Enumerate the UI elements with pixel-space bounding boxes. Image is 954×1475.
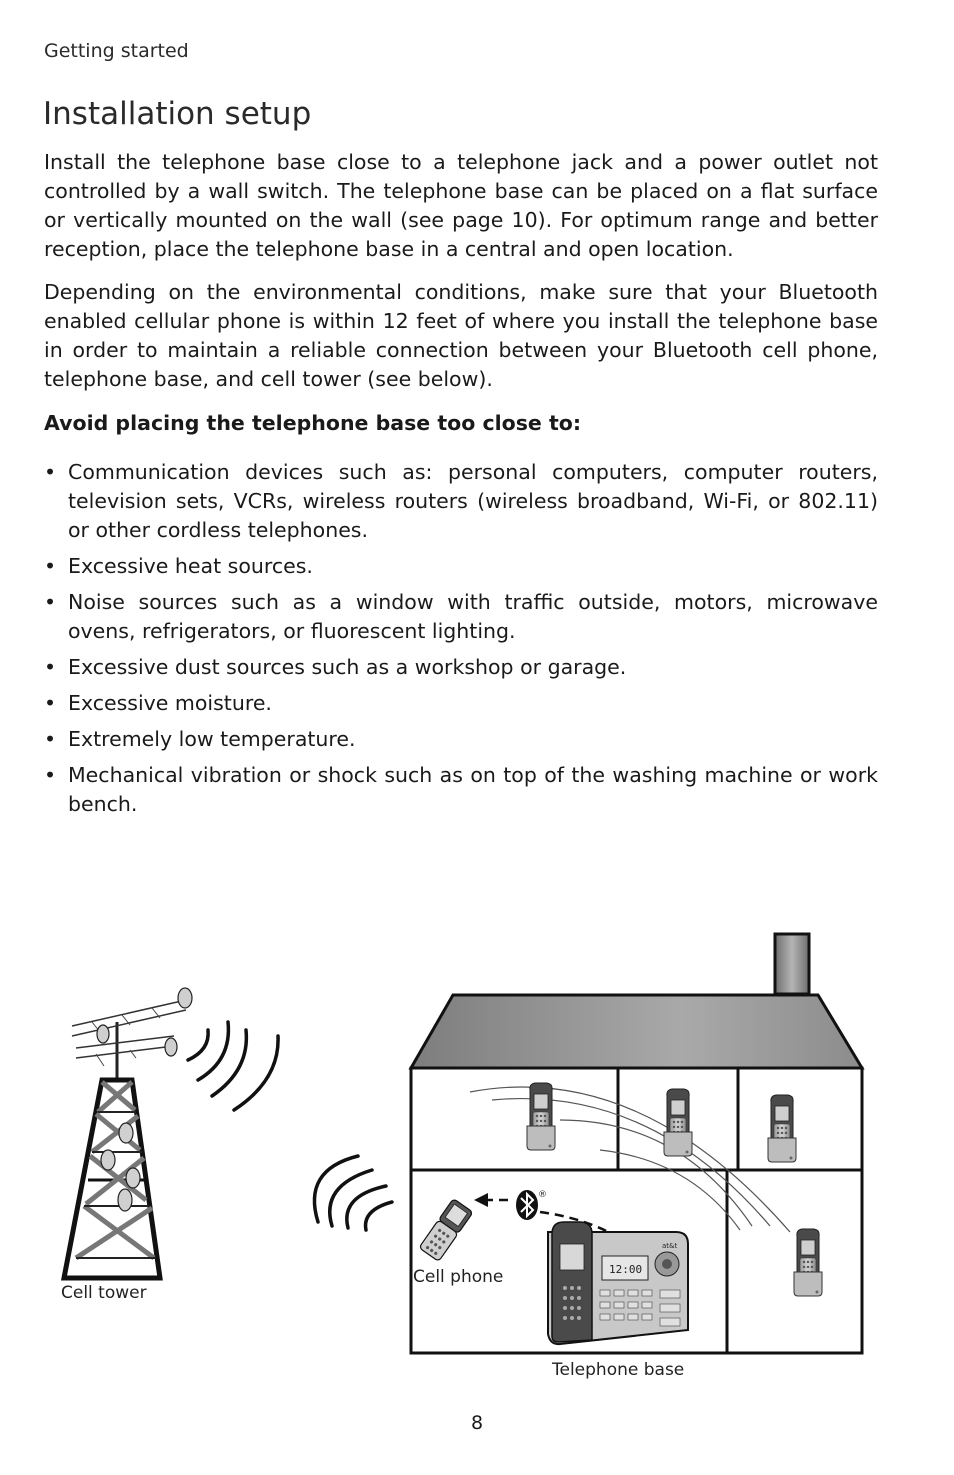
cell-tower-label: Cell tower — [61, 1283, 147, 1303]
brand-label: at&t — [662, 1242, 678, 1250]
bullet-icon: • — [44, 460, 57, 484]
list-item — [44, 761, 878, 819]
section-label: Getting started — [44, 40, 189, 62]
page-number: 8 — [470, 1412, 484, 1434]
list-item — [44, 725, 878, 754]
list-item — [44, 552, 878, 581]
bullet-icon: • — [44, 727, 57, 751]
tower-signal-waves-icon — [188, 1022, 278, 1110]
telephone-base-icon — [548, 1222, 688, 1344]
bluetooth-paragraph: Depending on the environmental conditions, make sure that your Bluetooth enabled cellular phone is within 12 feet of where you install the telephone base in order to maintain a reliable connection between your Bluetooth cell phone, telephone base, and cell tower (see below). — [44, 280, 878, 391]
bullet-icon: • — [44, 763, 57, 787]
page-title: Installation setup — [43, 96, 312, 132]
list-item — [44, 653, 878, 682]
list-item-text: Excessive heat sources. — [68, 554, 313, 578]
cell-tower-icon — [64, 988, 192, 1278]
list-item-text: Excessive moisture. — [68, 691, 272, 715]
bluetooth-icon — [516, 1190, 538, 1220]
avoid-list — [44, 458, 878, 826]
bullet-icon: • — [44, 554, 57, 578]
list-item — [44, 689, 878, 718]
list-item-text: Communication devices such as: personal computers, computer routers, television sets, VCRs, wireless routers (wireless broadband, Wi-Fi, or 802.11) or other cordless telephones. — [68, 460, 878, 542]
bullet-icon: • — [44, 691, 57, 715]
registered-mark: ® — [538, 1190, 547, 1200]
list-item — [44, 458, 878, 545]
cordless-handset-icon — [527, 1083, 555, 1150]
house-signal-waves-icon — [314, 1156, 392, 1230]
cordless-handset-icon — [664, 1089, 692, 1156]
list-item-text: Excessive dust sources such as a workshop or garage. — [68, 655, 627, 679]
list-item-text: Extremely low temperature. — [68, 727, 356, 751]
installation-diagram — [0, 900, 954, 1400]
avoid-heading: Avoid placing the telephone base too close to: — [44, 411, 582, 435]
cordless-handset-icon — [794, 1229, 822, 1296]
list-item-text: Noise sources such as a window with traffic outside, motors, microwave ovens, refrigerators, or fluorescent lighting. — [68, 590, 878, 643]
list-item — [44, 588, 878, 646]
bullet-icon: • — [44, 655, 57, 679]
intro-paragraph: Install the telephone base close to a telephone jack and a power outlet not controlled by a wall switch. The telephone base can be placed on a flat surface or vertically mounted on the wall (see page 10). For optimum range and better reception, place the telephone base in a central and open location. — [44, 150, 878, 261]
telephone-base-label: Telephone base — [552, 1360, 685, 1380]
bullet-icon: • — [44, 590, 57, 614]
list-item-text: Mechanical vibration or shock such as on top of the washing machine or work bench. — [68, 763, 878, 816]
base-display-text: 12:00 — [609, 1263, 643, 1276]
cordless-handset-icon — [768, 1095, 796, 1162]
cell-phone-label: Cell phone — [413, 1267, 504, 1287]
